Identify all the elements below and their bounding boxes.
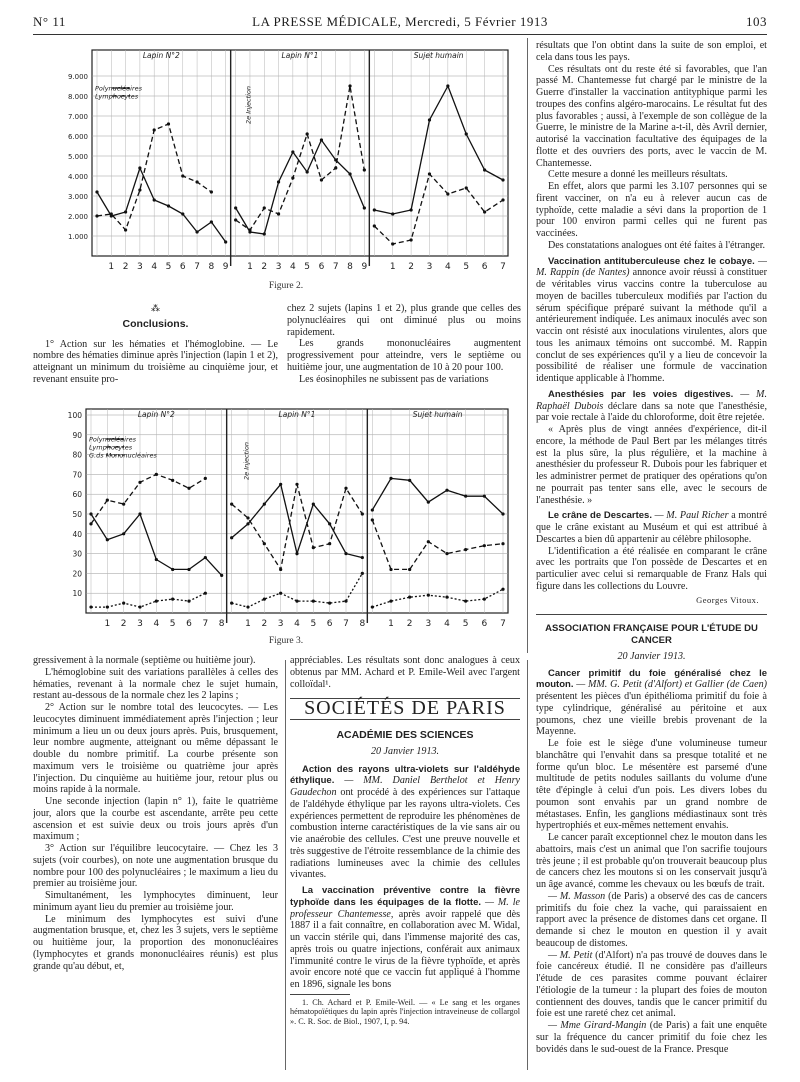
x-tick-label: 7 [332, 262, 339, 272]
data-point [371, 518, 374, 521]
speaker: — M. Masson [548, 890, 606, 902]
data-point [204, 477, 207, 480]
paragraph: Des constatations analogues ont été faites à l'étranger. [548, 239, 766, 251]
footnote: 1. Ch. Achard et P. Emile-Weil. — « Le sang et les organes hématopoïétiques du lapin après l'injection intraveineuse de collargol ». C. R. Soc. de Biol., 1907, I, p. 94. [290, 997, 520, 1026]
data-point [155, 558, 158, 561]
paragraph: Les grands mononucléaires augmentent progressivement pour atteindre, vers le septième ou huitième jour, une augmentation de 10 à 20 pour 100. [287, 338, 521, 373]
data-point [465, 132, 468, 135]
data-point [181, 212, 184, 215]
data-point [295, 483, 298, 486]
column-divider [527, 660, 528, 1070]
x-tick-label: 6 [318, 262, 325, 272]
data-point [155, 473, 158, 476]
data-point [138, 166, 141, 169]
x-tick-label: 7 [500, 262, 506, 272]
x-tick-label: 9 [222, 262, 229, 272]
paragraph: chez 2 sujets (lapins 1 et 2), plus grande que celles des polynucléaires qui ont diminué plus ou moins rapidement. [287, 303, 521, 338]
header-rule [33, 34, 767, 35]
y-tick-label: 20 [72, 569, 82, 579]
article-title: Action des rayons ultra-violets sur l'aldéhyde éthylique. [290, 763, 520, 787]
issue-number: N° 11 [33, 14, 66, 29]
x-tick-label: 7 [500, 619, 506, 629]
data-point [389, 477, 392, 480]
data-point [89, 522, 92, 525]
data-point [89, 512, 92, 515]
y-tick-label: 100 [67, 411, 82, 420]
data-point [501, 588, 504, 591]
paragraph: 3° Action sur l'équilibre leucocytaire. — Chez les 3 sujets (voir courbes), on note une augmentation brusque du nombre pour 100 des polynucléaires ; le maximum a lieu du premier au troisième jour. [33, 843, 278, 890]
session-date: 20 Janvier 1913. [617, 650, 686, 662]
x-tick-label: 2 [261, 619, 268, 629]
data-point [295, 600, 298, 603]
data-point [110, 212, 113, 215]
paragraph: En effet, alors que parmi les 3.107 personnes qui se firent vacciner, on n'a eu à relever aucun cas de typhoïde, cette maladie a sévi dans la proportion de 1 pour 100 environ parmi celles qui ne furent pas vaccinées. [536, 181, 767, 239]
data-point [246, 605, 249, 608]
data-point [279, 592, 282, 595]
data-point [187, 487, 190, 490]
paragraph: Simultanément, les lymphocytes diminuent, leur minimum ayant lieu du premier au troisième jour. [33, 890, 278, 913]
data-point [138, 605, 141, 608]
x-tick-label: 4 [294, 619, 300, 629]
data-point [464, 495, 467, 498]
paragraph: L'identification a été réalisée en comparant le crâne avec les portraits que l'on possède de Descartes et en particulier avec celui si remarquable de Franz Hals qui figure dans les collections du Louvre. [536, 545, 767, 592]
data-point [138, 512, 141, 515]
paragraph: Le minimum des lymphocytes est suivi d'une augmentation brusque, et, chez les 3 sujets, vers le septième ou huitième jour, la proportion des mononucléaires (lymphocytes et grands mononucléaires réunis) est plus grande qu'au début, et, [33, 913, 278, 972]
article-authors: — M. Rappin (de Nantes) [536, 255, 767, 279]
x-tick-label: 8 [218, 619, 225, 629]
data-point [181, 174, 184, 177]
article-body: annonce avoir réussi à constituer de véritables virus vaccins contre la tuberculose au moyen de bacilles tuberculeux modifiés par l'action du sérum spécifique préparé suivant la méthode qu'il a antérieurement indiquée. Les animaux inoculés avec son vaccin ont résisté aux inoculations virulentes, alors que tous les animaux témoins ont succombé. M. Rappin conclut de ses expériences qu'il y a lieu de concevoir la possibilité de réaliser une formule de vaccination identique applicable à l'homme. [536, 267, 767, 384]
data-point [246, 522, 249, 525]
data-point [246, 516, 249, 519]
y-tick-label: 50 [72, 510, 82, 519]
data-point [334, 166, 337, 169]
x-tick-label: 3 [425, 619, 432, 629]
paragraph: gressivement à la normale (septième ou huitième jour). [33, 655, 256, 666]
data-point [465, 186, 468, 189]
x-tick-label: 6 [481, 262, 488, 272]
data-point [279, 483, 282, 486]
section-rule [536, 614, 767, 615]
panel-label: Lapin N°1 [281, 51, 319, 60]
x-tick-label: 6 [186, 619, 192, 629]
data-point [122, 532, 125, 535]
y-tick-label: 90 [72, 430, 82, 440]
x-tick-label: 1 [247, 262, 253, 272]
y-tick-label: 10 [72, 589, 82, 599]
y-tick-label: 4.000 [67, 173, 88, 181]
signature: Georges Vitoux. [696, 594, 759, 605]
data-point [210, 190, 213, 193]
y-tick-label: 80 [72, 450, 82, 460]
data-point [409, 208, 412, 211]
data-point [348, 172, 351, 175]
data-point [445, 552, 448, 555]
x-tick-label: 3 [277, 619, 284, 629]
x-tick-label: 5 [304, 262, 311, 272]
data-point [483, 544, 486, 547]
y-tick-label: 60 [72, 490, 82, 500]
article-title: Anesthésies par les voies digestives. [548, 388, 734, 400]
data-point [106, 605, 109, 608]
data-point [248, 228, 251, 231]
figure-2-caption: Figure 2. [268, 281, 304, 291]
x-tick-label: 5 [310, 619, 317, 629]
data-point [263, 232, 266, 235]
data-point [153, 198, 156, 201]
legend-label: G.ds Mononucléaires [89, 451, 157, 460]
data-point [328, 542, 331, 545]
legend-label: Lymphocytes [89, 443, 133, 452]
data-point [306, 170, 309, 173]
article-body: ont procédé à des expériences sur l'attaque de l'aldéhyde éthylique par les rayons ultra-violets. Ces expériences permettent de reproduire les phénomènes de combustion interne caractéristiques de la vie sans air ou vie anaérobie des cellules. C'est une preuve nouvelle et très suggestive de l'étroite ressemblance de la chimie des radiations lumineuses avec la chimie des cellules vivantes. [290, 787, 520, 881]
data-point [295, 552, 298, 555]
article-authors: — MM. G. Petit (d'Alfort) et Gallier (de Caen) [576, 679, 767, 691]
x-tick-label: 5 [462, 619, 469, 629]
data-point [124, 210, 127, 213]
panel-label: Sujet humain [413, 51, 464, 60]
paragraph: (de Paris) a fait une enquête sur la fréquence du cancer primitif du foie chez les bovidés dans le sud-ouest de la France. Presque [536, 1020, 767, 1055]
data-point [445, 489, 448, 492]
paragraph: appréciables. Les résultats sont donc analogues à ceux obtenus par MM. Achard et P. Emile-Weil avec l'argent colloïdal¹. [290, 655, 520, 690]
data-point [363, 168, 366, 171]
conclusions-paragraph: 1° Action sur les hématies et l'hémoglobine. — Le nombre des hématies diminue après l'injection (lapin 1 et 2), atteignant un minimum du troisième au cinquième jour, et revenant ensuite pro- [33, 338, 278, 385]
x-tick-label: 1 [108, 262, 115, 272]
data-point [344, 487, 347, 490]
data-point [291, 150, 294, 153]
data-point [361, 556, 364, 559]
data-point [277, 180, 280, 183]
data-point [167, 122, 170, 125]
article-body: présentent les pièces d'un épithélioma primitif du foie à type cylindrique, généralisé au péritoine et aux poumons, chez une vieille brebis provenant de la Mayenne. [536, 691, 767, 738]
data-point [446, 84, 449, 87]
data-point [483, 210, 486, 213]
data-point [122, 602, 125, 605]
paragraph: Ces résultats ont du reste été si favorables, que l'an passé M. Chantemesse fut chargé par le ministre de la Guerre d'installer la vaccination antityphique parmi les troupes des confins algéro-marocains. Le résultat fut des plus favorables ; aussi, à l'exemple de son collègue de la Guerre, le ministre de la Marine a-t-il, dès Avril dernier, autorisé la vaccination facultative des équipages de la flotte et des ouvriers des ports, avec le vaccin de M. Chantemesse. [536, 63, 767, 169]
figure-3-chart [60, 405, 512, 635]
data-point [501, 542, 504, 545]
data-point [210, 220, 213, 223]
data-point [371, 605, 374, 608]
x-tick-label: 8 [208, 262, 215, 272]
data-point [279, 568, 282, 571]
data-point [312, 503, 315, 506]
data-point [427, 540, 430, 543]
data-point [106, 538, 109, 541]
article-title: La vaccination préventive contre la fièvre typhoïde dans les équipages de la flotte. [290, 885, 520, 908]
data-point [328, 522, 331, 525]
data-point [312, 600, 315, 603]
panel-label: Sujet humain [412, 410, 463, 419]
data-point [427, 594, 430, 597]
injection-label: 2e Injection [244, 85, 253, 124]
y-tick-label: 3.000 [67, 193, 88, 201]
panel-label: Lapin N°2 [142, 51, 180, 60]
conclusions-block [33, 303, 278, 399]
data-point [320, 178, 323, 181]
y-tick-label: 5.000 [67, 153, 88, 161]
section-banner: SOCIÉTÉS DE PARIS [290, 698, 520, 720]
paragraph: Le cancer paraît exceptionnel chez le mouton dans les abattoirs, mais c'est un animal que l'on sacrifie toujours très jeune ; il est probable qu'on trouverait beaucoup plus de cancers chez les moutons si on les conservait jusqu'à un âge avancé, comme les chevaux ou les bœufs de trait. [536, 832, 767, 890]
paragraph: Les éosinophiles ne subissent pas de variations [299, 373, 489, 385]
article-authors: — M. le professeur Chantemesse, [290, 896, 520, 920]
x-tick-label: 7 [194, 262, 200, 272]
speaker: — M. Petit [548, 949, 593, 961]
x-tick-label: 2 [120, 619, 127, 629]
data-point [371, 508, 374, 511]
paragraph: 2° Action sur le nombre total des leucocytes. — Les leucocytes diminuent immédiatement après l'injection ; leur minimum a lieu un ou deux jours après. Puis, brusquement, leur nombre augmente, atteignant ou même dépassant le double du nombre primitif. La courbe présente son maximum vers le troisième ou quatrième jour après l'injection. Du cinquième au huitième jour, retour plus ou moins rapide à la normale. [33, 702, 278, 796]
panel-label: Lapin N°2 [137, 410, 175, 419]
x-tick-label: 1 [104, 619, 111, 629]
x-tick-label: 4 [289, 262, 296, 272]
page-header [33, 14, 767, 32]
data-point [408, 596, 411, 599]
data-point [263, 542, 266, 545]
data-point [344, 552, 347, 555]
x-tick-label: 3 [137, 262, 143, 272]
data-point [138, 188, 141, 191]
data-point [427, 501, 430, 504]
x-tick-label: 2 [122, 262, 129, 272]
data-point [373, 208, 376, 211]
paragraph: (d'Alfort) n'a pas trouvé de douves dans le foie cancéreux étudié. Il ne considère pas d'ailleurs l'étude de ces parasites comme pouvant éclairer l'étiologie de la tumeur : la plupart des foies de mouton contiennent des douves, tandis que le cancer primitif du foie est une rareté chez cet animal. [536, 949, 767, 1020]
data-point [195, 180, 198, 183]
data-point [483, 598, 486, 601]
data-point [501, 512, 504, 515]
article-authors: — M. Paul Richer [654, 510, 729, 522]
data-point [391, 212, 394, 215]
article-title: Cancer primitif du foie généralisé chez le mouton. [536, 667, 767, 691]
data-point [155, 600, 158, 603]
data-point [389, 568, 392, 571]
x-tick-label: 5 [165, 262, 172, 272]
data-point [204, 556, 207, 559]
data-point [446, 192, 449, 195]
y-tick-label: 30 [72, 549, 82, 559]
data-point [234, 218, 237, 221]
legend-label: Lymphocytes [95, 92, 139, 101]
column-divider [527, 38, 528, 653]
data-point [263, 598, 266, 601]
x-tick-label: 2 [406, 619, 413, 629]
article-authors: — M. Raphaël Dubois [536, 388, 767, 412]
x-tick-label: 2 [408, 262, 414, 272]
data-point [124, 228, 127, 231]
data-point [204, 592, 207, 595]
y-tick-label: 70 [72, 470, 82, 480]
y-tick-label: 9.000 [67, 73, 88, 81]
journal-title: LA PRESSE MÉDICALE, Mercredi, 5 Février 1913 [252, 14, 548, 29]
data-point [277, 212, 280, 215]
figure-2-chart [60, 44, 512, 280]
data-point [501, 198, 504, 201]
conclusions-title: Conclusions. [122, 317, 189, 330]
paragraph: (de Paris) a observé des cas de cancers primitifs du foie chez la vache, qui paraissaient en rapport avec la présence de distomes dans cet organe. Il demande si chez le mouton en question il y avait beaucoup de distomes. [536, 890, 767, 949]
article-body: après avoir rappelé que dès 1887 il a fait connaître, en collaboration avec M. Widal, un vaccin stérile qui, dans l'immense majorité des cas, après trois ou quatre injections, conférait aux animaux l'immunité contre le virus de la fièvre typhoïde, et après avoir encore noté que ce vaccin fut appliqué à l'homme en 1896, signale les bons [290, 908, 520, 990]
data-point [230, 536, 233, 539]
article-title: Le crâne de Descartes. [548, 510, 652, 522]
data-point [428, 118, 431, 121]
data-point [263, 206, 266, 209]
y-tick-label: 6.000 [67, 133, 88, 141]
data-point [220, 574, 223, 577]
data-point [361, 572, 364, 575]
x-tick-label: 5 [169, 619, 176, 629]
x-tick-label: 3 [275, 262, 282, 272]
y-tick-label: 40 [72, 529, 82, 539]
data-point [224, 240, 227, 243]
data-point [122, 503, 125, 506]
data-point [464, 548, 467, 551]
data-point [361, 512, 364, 515]
article-title: Vaccination antituberculeuse chez le cobaye. [548, 255, 755, 267]
x-tick-label: 6 [179, 262, 186, 272]
speaker: — Mme Girard-Mangin [548, 1020, 647, 1031]
x-tick-label: 1 [388, 619, 394, 629]
x-tick-label: 5 [463, 262, 470, 272]
panel-label: Lapin N°1 [278, 410, 316, 419]
data-point [408, 568, 411, 571]
x-tick-label: 9 [361, 262, 368, 272]
data-point [106, 499, 109, 502]
x-tick-label: 7 [202, 619, 209, 629]
paragraph: Le foie est le siège d'une volumineuse tumeur blanchâtre qui l'envahit dans sa presque totalité et ne forme qu'un bloc. Le mésentère est parsemé d'une multitude de petits nodules saillants du volume d'une tête d'épingle à celui d'un pois. Les divers lobes du poumon sont envahis par un grand nombre de métastases. Enfin, les ganglions médiastinaux sont très hypertrophiés et eux-mêmes nettement envahis. [536, 738, 767, 832]
data-point [445, 596, 448, 599]
data-point [171, 568, 174, 571]
legend-label: Polynucléaires [89, 435, 137, 444]
data-point [95, 190, 98, 193]
paragraph: « Après plus de vingt années d'expérience, dit-il encore, la méthode de Paul Bert par les mélanges titrés est la plus sûre, la plus régulière, et la machine à anesthésier du professeur R. Dubois pour les fabriquer et les administrer permet de pratiquer des opérations qu'on ne pourrait pas tenter sans elle, avec le secours de l'anesthésie. » [536, 424, 767, 506]
legend-label: Polynucléaires [95, 84, 143, 93]
conclusions-continuation [287, 303, 521, 399]
data-point [312, 546, 315, 549]
footnote-rule [290, 994, 350, 995]
session-date: 20 Janvier 1913. [370, 745, 440, 757]
data-point [373, 224, 376, 227]
article-body: a montré que le crâne existant au Muséum et qui est attribué à Descartes a bien dû appartenir au célèbre philosophe. [536, 510, 767, 545]
data-point [291, 176, 294, 179]
x-tick-label: 4 [153, 619, 160, 629]
data-point [483, 168, 486, 171]
x-tick-label: 2 [261, 262, 268, 272]
column-3-text [536, 40, 767, 1075]
x-tick-label: 8 [347, 262, 353, 272]
data-point [409, 238, 412, 241]
x-tick-label: 3 [137, 619, 143, 629]
data-point [153, 128, 156, 131]
x-tick-label: 3 [426, 262, 433, 272]
column-2-text [290, 655, 520, 1075]
data-point [389, 600, 392, 603]
data-point [138, 481, 141, 484]
data-point [230, 602, 233, 605]
paragraph: résultats que l'on obtint dans la suite de son emploi, et cela dans tous les pays. [536, 40, 767, 63]
association-heading: ASSOCIATION FRANÇAISE POUR L'ÉTUDE DU CANCER [545, 623, 758, 646]
data-point [195, 230, 198, 233]
data-point [391, 242, 394, 245]
column-divider [285, 660, 286, 1070]
data-point [89, 605, 92, 608]
article-authors: — MM. Daniel Berthelot et Henry Gaudechon [290, 775, 520, 798]
paragraph: L'hémoglobine suit des variations parallèles à celles des hématies, revenant à la normale chez le sujet humain, restant au-dessous de la normale chez les 2 lapins ; [33, 666, 278, 702]
data-point [263, 503, 266, 506]
data-point [187, 568, 190, 571]
data-point [187, 600, 190, 603]
y-tick-label: 2.000 [67, 213, 88, 221]
data-point [501, 178, 504, 181]
injection-label: 2e Injection [242, 441, 251, 480]
paragraph: Une seconde injection (lapin n° 1), faite le quatrième jour, alors que la courbe est ascendante, arrête peu cette ascension et est suivie deux ou trois jours après d'un maximum ; [33, 796, 278, 843]
data-point [167, 204, 170, 207]
x-tick-label: 6 [326, 619, 333, 629]
academie-heading: ACADÉMIE DES SCIENCES [336, 729, 474, 741]
figure-3-caption: Figure 3. [268, 636, 304, 646]
ornament: ⁂ [151, 303, 160, 313]
data-point [230, 503, 233, 506]
x-tick-label: 4 [444, 262, 451, 272]
data-point [464, 600, 467, 603]
x-tick-label: 4 [444, 619, 450, 629]
data-point [408, 479, 411, 482]
x-tick-label: 7 [343, 619, 349, 629]
data-point [363, 206, 366, 209]
x-tick-label: 1 [389, 262, 396, 272]
paragraph: Cette mesure a donné les meilleurs résultats. [548, 169, 728, 181]
data-point [344, 600, 347, 603]
data-point [348, 84, 351, 87]
page-number: 103 [746, 14, 767, 29]
column-1-text [33, 655, 278, 1075]
y-tick-label: 1.000 [67, 233, 88, 241]
y-tick-label: 8.000 [67, 93, 88, 101]
data-point [234, 206, 237, 209]
data-point [328, 602, 331, 605]
data-point [306, 132, 309, 135]
x-tick-label: 4 [151, 262, 158, 272]
x-tick-label: 1 [245, 619, 251, 629]
data-point [483, 495, 486, 498]
x-tick-label: 6 [481, 619, 488, 629]
data-point [320, 138, 323, 141]
y-tick-label: 7.000 [67, 113, 88, 121]
article-body: déclare dans sa note que l'anesthésie, par voie rectale à l'aide du chloroforme, doit être rejetée. [536, 400, 767, 424]
data-point [171, 479, 174, 482]
data-point [171, 598, 174, 601]
data-point [95, 214, 98, 217]
x-tick-label: 8 [359, 619, 366, 629]
data-point [428, 172, 431, 175]
